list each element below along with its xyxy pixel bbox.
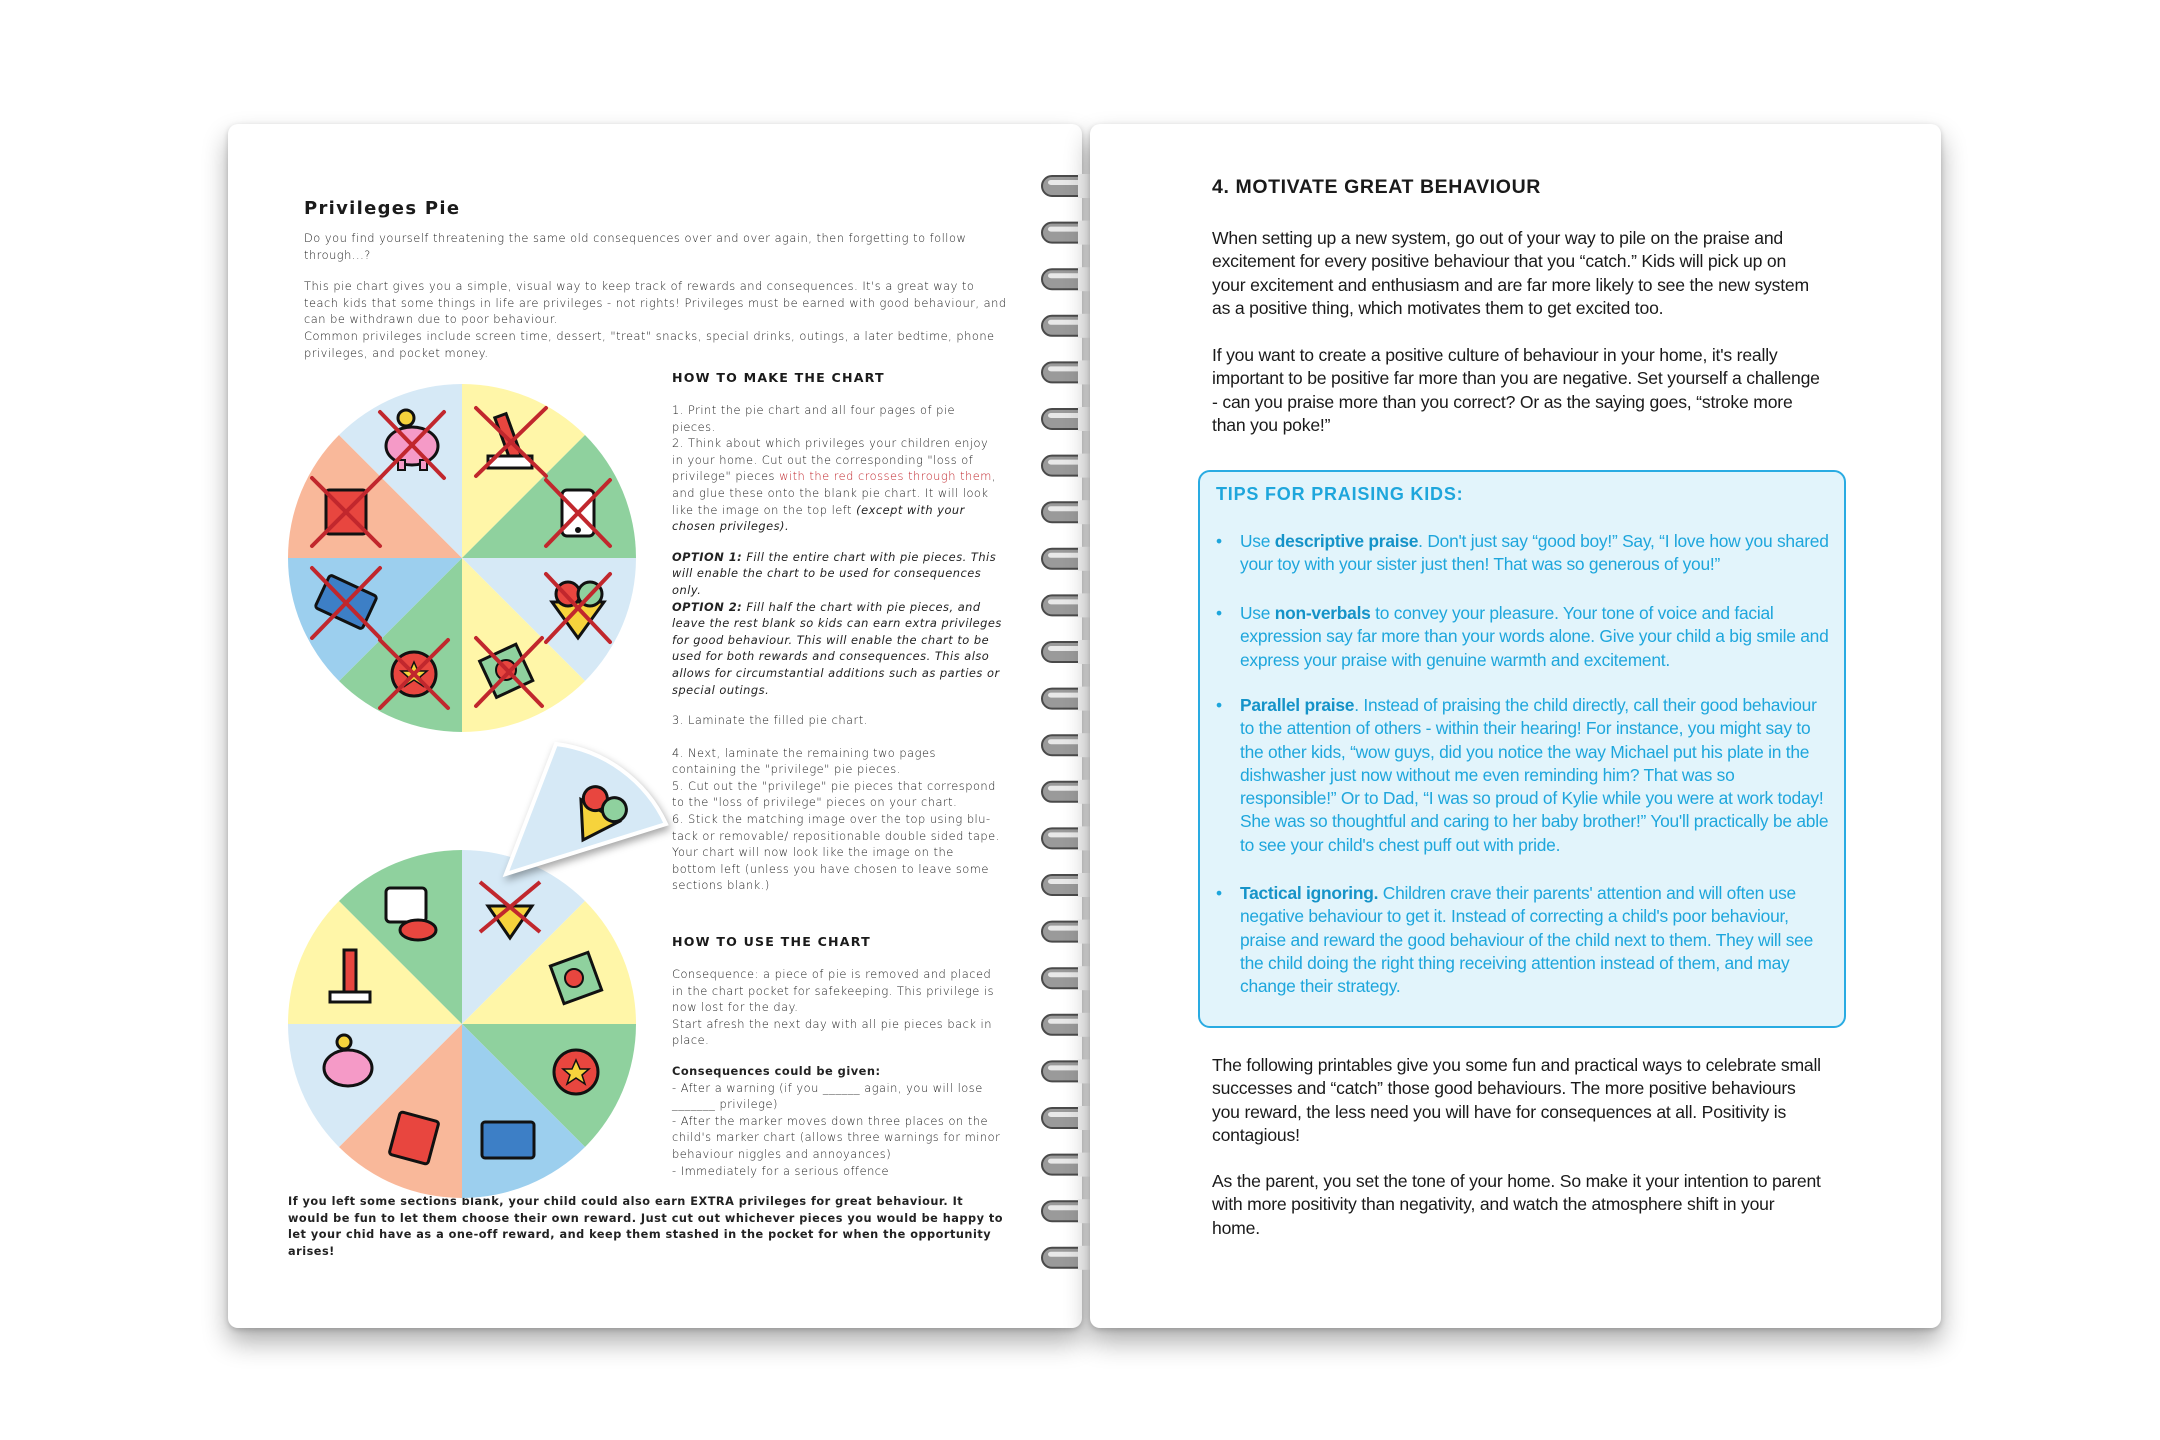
tip-item: • Use non-verbals to convey your pleasure. Your tone of voice and facial expression say far more than your words alone. Give your child a big smile and express your praise with genuine warmth and excitement. [1216, 603, 1829, 670]
intro-paragraph-3: Common privileges include screen time, dessert, "treat" snacks, special drinks, outings, a later bedtime, phone privileges, and pocket money. [304, 329, 995, 360]
pie-chart-privileges [284, 846, 640, 1202]
lifted-pie-slice [486, 724, 676, 894]
yoyo-icon [554, 1050, 598, 1094]
use-steps: Consequence: a piece of pie is removed and placed in the chart pocket for safekeeping. This privilege is now lost for the day. Start afresh the next day with all pie pieces back in place. Consequences could be given: - After a warning (if you ______ again, you will lose _______ privilege) - After the marker moves down three places on the child's marker chart (allows three warnings for minor behaviour niggles and annoyances) - Immediately for a serious offence [672, 967, 1001, 1178]
step-6: 6. Stick the matching image over the top using blu-tack or removable/ repositionable double sided tape. Your chart will now look like the image on the bottom left (unless you have chosen to leave some sections blank.) [672, 812, 1000, 893]
tip-item: • Parallel praise. Instead of praising the child directly, call their good behaviour to the attention of others - within their hearing! For instance, you might say to the other kids, “wow guys, did you notice the way Michael put his plate in the dishwasher just now without me even reminding him? That was so responsible!” Or to Dad, “I was so proud of Kylie while you were at work today! She was so thoughtful and caring to her baby brother!” You'll practically be able to see your child's chest puff out with pride. [1216, 695, 1829, 855]
intro-paragraph-2: This pie chart gives you a simple, visual way to keep track of rewards and consequences. It's a great way to teach kids that some things in life are privileges - not rights! Privileges must be earned with good behaviour, and can be withdrawn due to poor behaviour. [304, 279, 1007, 327]
tips-box [1198, 470, 1846, 1028]
paragraph-3: The following printables give you some fun and practical ways to celebrate small successes and “catch” those good behaviours. The more positive behaviours you reward, the less need you will have for consequences at all. Positivity is contagious! [1212, 1055, 1821, 1145]
tip-item: • Use descriptive praise. Don't just say “good boy!” Say, “I love how you shared your toy with your sister just then! That was so generous of you!” [1216, 531, 1829, 575]
paragraph-1: When setting up a new system, go out of your way to pile on the praise and excitement for every positive behaviour that you “catch.” Kids will pick up on your excitement and enthusiasm and are far more likely to see the new system as a positive thing, which motivates them to get excited too. [1212, 228, 1809, 318]
page-title: Privileges Pie [304, 198, 461, 219]
step-1: 1. Print the pie chart and all four pages of pie pieces. [672, 403, 955, 434]
tip-item: • Tactical ignoring. Children crave their parents' attention and will often use negative behaviour to get it. Instead of correcting a child's poor behaviour, praise and reward the good behaviour of the child next to them. They will see the child doing the right thing receiving attention instead of them, and may change their strategy. [1216, 883, 1814, 997]
left-page [228, 124, 1082, 1328]
make-steps [672, 402, 1002, 894]
tips-heading: TIPS FOR PRAISING KIDS: [1216, 484, 1464, 504]
option-1: OPTION 1: Fill the entire chart with pie pieces. This will enable the chart to be used for consequences only. [672, 549, 997, 597]
footer-note: If you left some sections blank, your child could also earn EXTRA privileges for great behaviour. It would be fun to let them choose their own reward. Just cut out whichever pieces you would be happy to let your chid have as a one-off reward, and keep them stashed in the pocket for when the opportunity arises! [288, 1195, 1004, 1258]
step-2: 2. Think about which privileges your children enjoy in your home. Cut out the corresponding "loss of privilege" pieces with the red crosses through them, and glue these onto the blank pie chart. It will look like the image on the top left (except with your chosen privileges). [672, 436, 996, 534]
paragraph-2: If you want to create a positive culture of behaviour in your home, it's really important to be positive far more than you are negative. Set yourself a challenge - can you praise more than you correct? Or as the saying goes, “stroke more than you poke!” [1212, 345, 1820, 435]
step-4: 4. Next, laminate the remaining two pages containing the "privilege" pie pieces. [672, 745, 936, 777]
step-5: 5. Cut out the "privilege" pie pieces that correspond to the "loss of privilege" pieces on your chart. [672, 778, 996, 810]
right-page [1090, 124, 1941, 1328]
step-3: 3. Laminate the filled pie chart. [672, 713, 868, 728]
section-title: 4. MOTIVATE GREAT BEHAVIOUR [1212, 176, 1541, 198]
how-to-use-heading: HOW TO USE THE CHART [672, 934, 871, 949]
paragraph-4: As the parent, you set the tone of your home. So make it your intention to parent with more positivity than negativity, and watch the atmosphere shift in your home. [1212, 1171, 1821, 1238]
how-to-make-heading: HOW TO MAKE THE CHART [672, 370, 885, 385]
pie-chart-consequences [284, 380, 640, 736]
intro-paragraph-1: Do you find yourself threatening the same old consequences over and over again, then forgetting to follow through...? [304, 231, 967, 262]
tablet-icon [482, 1122, 534, 1158]
option-2: OPTION 2: Fill half the chart with pie pieces, and leave the rest blank so kids can earn extra privileges for good behaviour. This will enable the chart to be used for both rewards and consequences. This also allows for circumstantial additions such as parties or special outings. [672, 599, 1002, 697]
